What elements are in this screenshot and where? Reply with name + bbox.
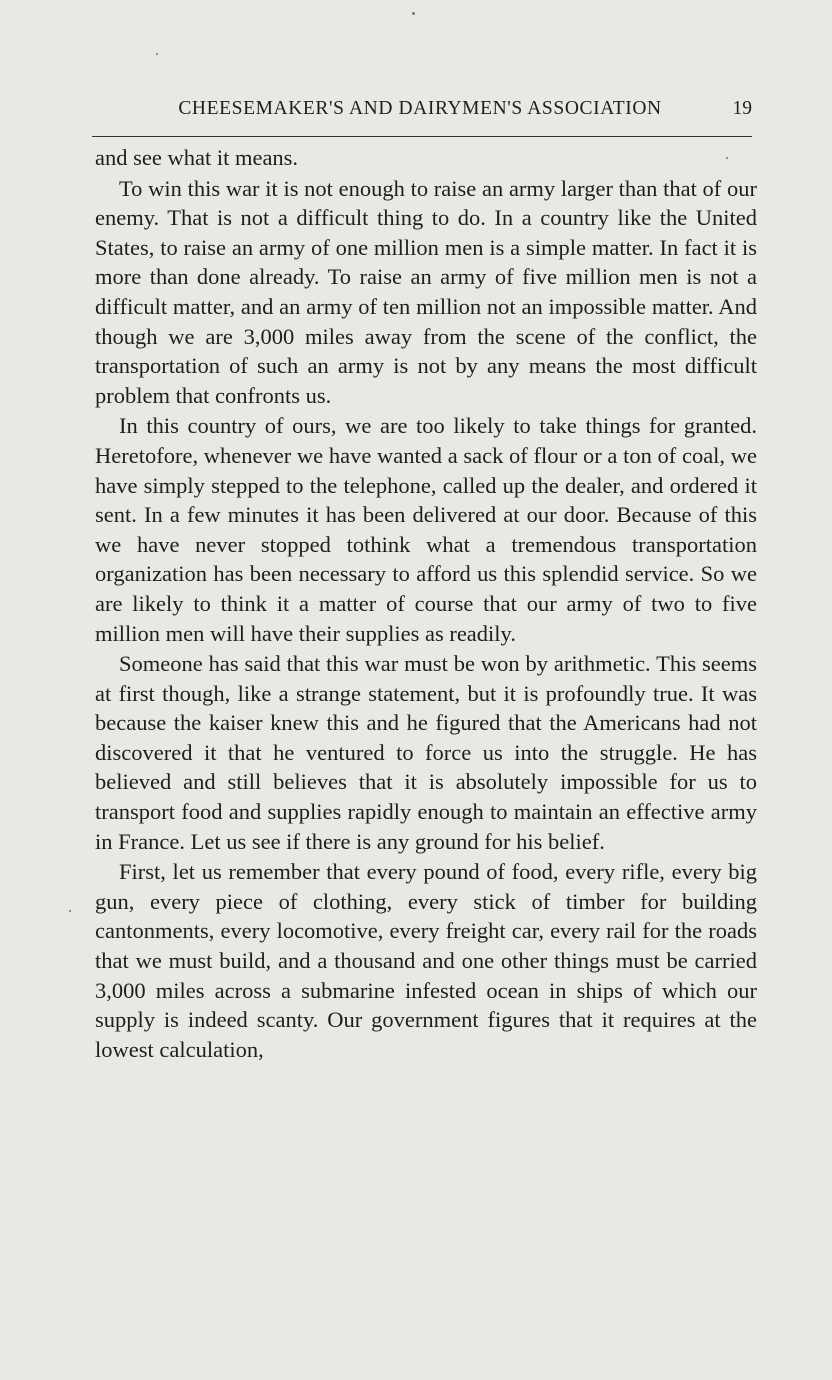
scan-speck [69,910,71,912]
scan-speck [412,12,415,15]
page-number: 19 [732,98,752,119]
paragraph: In this country of ours, we are too likely to take things for granted. Heretofore, whenever we have wanted a sack of flour or a ton of coal, we have simply stepped to the telephone, called up the dealer, and ordered it sent. In a few minutes it has been delivered at our door. Because of this we have never stopped tothink what a tremendous transportation organization has been necessary to afford us this splendid service. So we are likely to think it a matter of course that our army of two to five million men will have their supplies as readily. [95,413,757,646]
paragraph: To win this war it is not enough to raise an army larger than that of our enemy. That is not a difficult thing to do. In a country like the United States, to raise an army of one million men is a simple matter. In fact it is more than done already. To raise an army of five million men is not a difficult matter, and an army of ten million not an impossible matter. And though we are 3,000 miles away from the scene of the conflict, the transportation of such an army is not by any means the most difficult problem that confronts us. [95,175,757,408]
running-header [92,96,752,137]
scan-speck [726,157,728,159]
body-text [95,143,757,1064]
running-title: CHEESEMAKER'S AND DAIRYMEN'S ASSOCIATION [178,98,662,119]
paragraph-continuation: and see what it means. [95,145,299,170]
paragraph: Someone has said that this war must be won by arithmetic. This seems at first though, like a strange statement, but it is profoundly true. It was because the kaiser knew this and he figured that the Americans had not discovered it that he ventured to force us into the struggle. He has believed and still believes that it is absolutely impossible for us to transport food and supplies rapidly enough to maintain an effective army in France. Let us see if there is any ground for his belief. [95,651,757,854]
paragraph: First, let us remember that every pound of food, every rifle, every big gun, every piece of clothing, every stick of timber for building cantonments, every locomotive, every freight car, every rail for the roads that we must build, and a thousand and one other things must be carried 3,000 miles across a submarine infested ocean in ships of which our supply is indeed scanty. Our government figures that it requires at the lowest calculation, [95,859,757,1062]
scan-speck [156,53,158,55]
